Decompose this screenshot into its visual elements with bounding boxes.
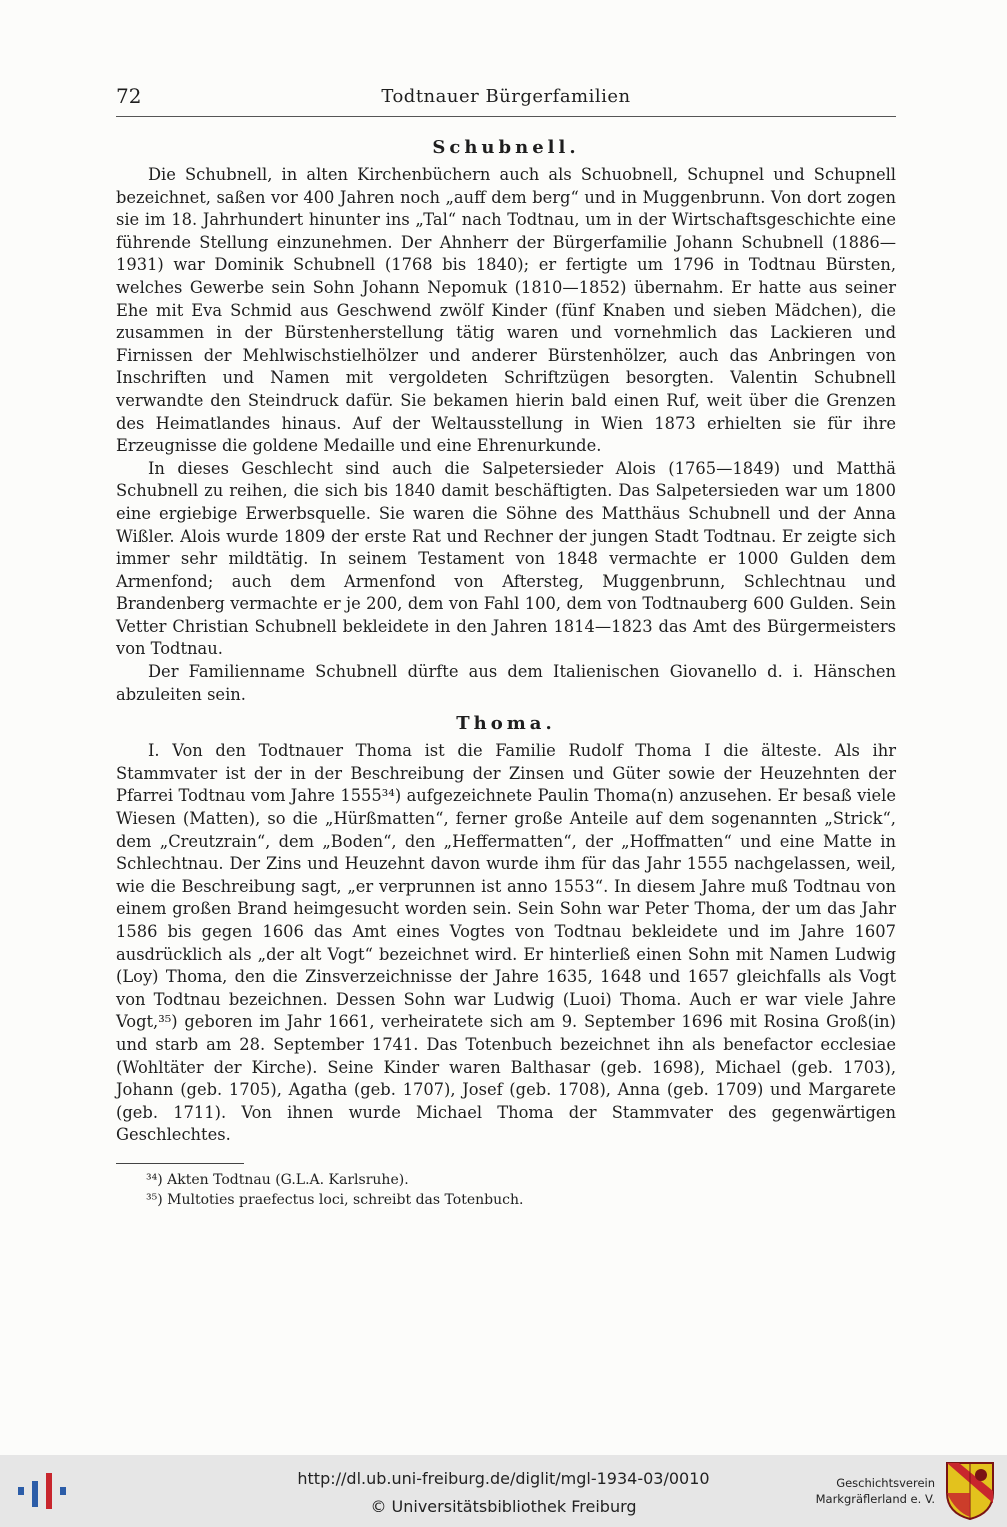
paragraph: In dieses Geschlecht sind auch die Salpetersieder Alois (1765—1849) und Matthä Schubnell zu reihen, die sich bis 1840 damit beschäftigten. Das Salpetersieden war um 1800 eine ergiebige Erwerbsquelle. Sie waren die Söhne des Matthäus Schubnell und der Anna Wißler. Alois wurde 1809 der erste Rat und Rechner der jungen Stadt Todtnau. Er zeigte sich immer sehr mildtätig. In seinem Testament von 1848 vermachte er 1000 Gulden dem Armenfond; auch dem Armenfond von Aftersteg, Muggenbrunn, Schlechtnau und Brandenberg vermachte er je 200, dem von Fahl 100, dem von Todtnauberg 600 Gulden. Sein Vetter Christian Schubnell bekleidete in den Jahren 1814—1823 das Amt des Bürgermeisters von Todtnau. [116, 458, 896, 659]
society-name [816, 1475, 935, 1507]
paragraph: Der Familienname Schubnell dürfte aus dem Italienischen Giovanello d. i. Hänschen abzuleiten sein. [116, 662, 896, 704]
footnote: ³⁵) Multoties praefectus loci, schreibt das Totenbuch. [146, 1191, 524, 1208]
page-body [116, 136, 896, 1210]
page-number: 72 [116, 84, 142, 108]
header-rule [116, 116, 896, 117]
section-heading-schubnell: Schubnell. [432, 137, 580, 158]
society-name-line1: Geschichtsverein [836, 1476, 935, 1490]
section-heading-thoma: Thoma. [456, 713, 556, 735]
footnote-rule [116, 1163, 244, 1164]
copyright-notice: © Universitätsbibliothek Freiburg [370, 1497, 637, 1516]
running-title: Todtnauer Bürgerfamilien [381, 86, 631, 107]
permalink-url[interactable]: http://dl.ub.uni-freiburg.de/diglit/mgl-1934-03/0010 [297, 1469, 710, 1488]
running-header [116, 84, 896, 114]
paragraph: Die Schubnell, in alten Kirchenbüchern auch als Schuobnell, Schupnel und Schupnell bezeichnet, saßen vor 400 Jahren noch „auff dem berg“ und in Muggenbrunn. Von dort zogen sie im 18. Jahrhundert hinunter ins „Tal“ nach Todtnau, um in der Wirtschaftsgeschichte eine führende Stellung einzunehmen. Der Ahnherr der Bürgerfamilie Johann Schubnell (1886—1931) war Dominik Schubnell (1768 bis 1840); er fertigte um 1796 in Todtnau Bürsten, welches Gewerbe sein Sohn Johann Nepomuk (1810—1852) übernahm. Er hatte aus seiner Ehe mit Eva Schmid aus Geschwend zwölf Kinder (fünf Knaben und sieben Mädchen), die zusammen in der Bürstenherstellung tätig waren und vornehmlich das Lackieren und Firnissen der Mehlwischstielhölzer und anderer Bürstenhölzer, auch das Anbringen von Inschriften und Namen mit vergoldeten Schriftzügen besorgten. Valentin Schubnell verwandte den Steindruck dafür. Sie bekamen hierin bald einen Ruf, weit über die Grenzen des Heimatlandes hinaus. Auf der Weltausstellung in Wien 1873 erhielten sie für ihre Erzeugnisse die goldene Medaille und eine Ehrenurkunde. [116, 165, 896, 456]
paragraph: I. Von den Todtnauer Thoma ist die Familie Rudolf Thoma I die älteste. Als ihr Stammvater ist der in der Beschreibung der Zinsen und Güter sowie der Heuzehnten der Pfarrei Todtnau vom Jahre 1555³⁴) aufgezeichnete Paulin Thoma(n) anzusehen. Er besaß viele Wiesen (Matten), so die „Hürßmatten“, ferner große Anteile auf dem sogenannten „Strick“, dem „Creutzrain“, dem „Boden“, den „Heffermatten“, der „Hoffmatten“ und eine Matte in Schlechtnau. Der Zins und Heuzehnt davon wurde ihm für das Jahr 1555 nachgelassen, weil, wie die Beschreibung sagt, „er verprunnen ist anno 1553“. In diesem Jahre muß Todtnau von einem großen Brand heimgesucht worden sein. Sein Sohn war Peter Thoma, der um das Jahr 1586 bis gegen 1606 das Amt eines Vogtes von Todtnau bekleidete und im Jahre 1607 ausdrücklich als „der alt Vogt“ bezeichnet wird. Er hinterließ einen Sohn mit Namen Ludwig (Loy) Thoma, den die Zinsverzeichnisse der Jahre 1635, 1648 und 1657 gleichfalls als Vogt von Todtnau bezeichnen. Dessen Sohn war Ludwig (Luoi) Thoma. Auch er war viele Jahre Vogt,³⁵) geboren im Jahr 1661, verheiratete sich am 9. September 1696 mit Rosina Groß(in) und starb am 28. September 1741. Das Totenbuch bezeichnet ihn als benefactor ecclesiae (Wohltäter der Kirche). Seine Kinder waren Balthasar (geb. 1698), Michael (geb. 1703), Johann (geb. 1705), Agatha (geb. 1707), Josef (geb. 1708), Anna (geb. 1709) und Margarete (geb. 1711). Von ihnen wurde Michael Thoma der Stammvater des gegenwärtigen Geschlechtes. [116, 741, 896, 1145]
coat-of-arms-icon [945, 1461, 995, 1521]
society-name-line2: Markgräflerland e. V. [815, 1492, 935, 1506]
viewer-footer [0, 1455, 1007, 1527]
footnote: ³⁴) Akten Todtnau (G.L.A. Karlsruhe). [146, 1171, 409, 1188]
